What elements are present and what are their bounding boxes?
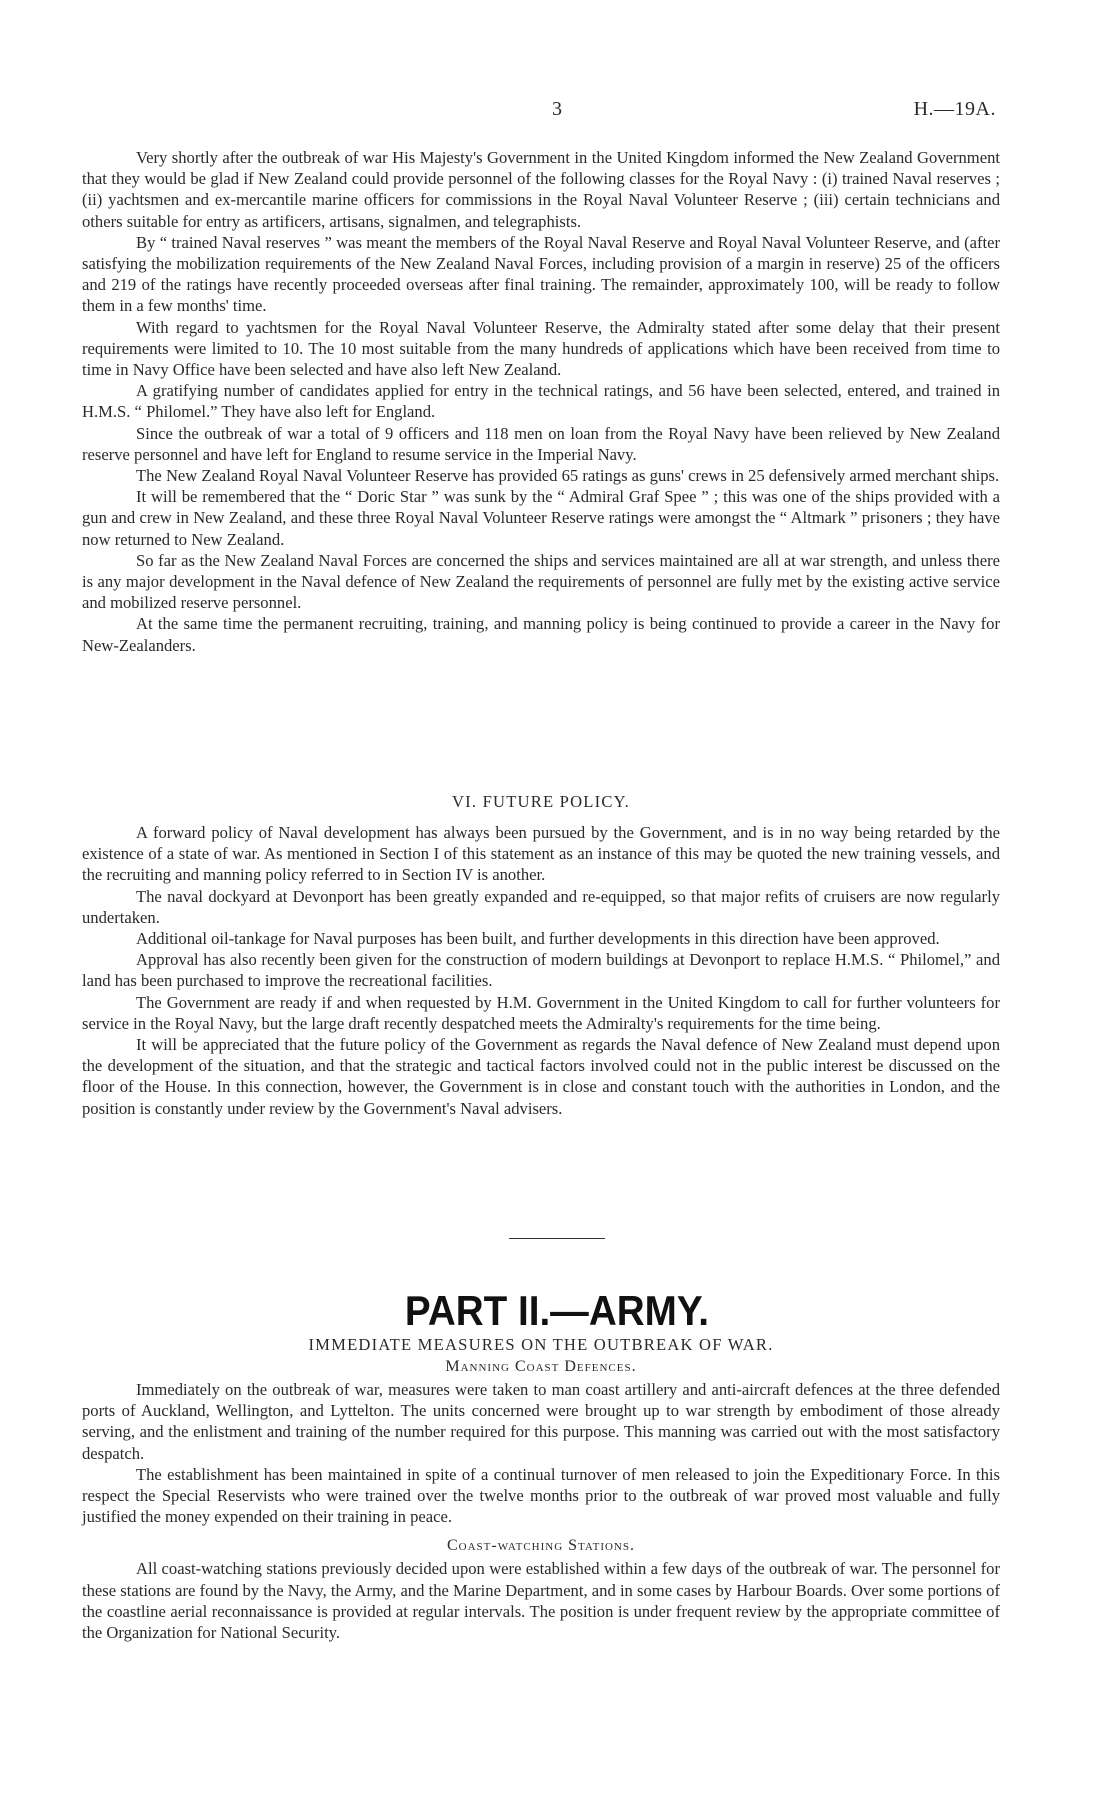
section-divider [509,1238,605,1239]
subheading-manning-coast-defences: Manning Coast Defences. [445,1358,637,1375]
paragraph: By “ trained Naval reserves ” was meant the members of the Royal Naval Reserve and Royal Naval Volunteer Reserve, and (after satisfying the mobilization requirements of the New Zealand Naval Forces, including provision of a margin in reserve) 25 of the officers and 219 of the ratings have recently proceeded overseas after final training. The remainder, approximately 100, will be ready to follow them in a few months' time. [82,232,1000,316]
document-reference: H.—19A. [913,98,996,120]
paragraph: At the same time the permanent recruiting, training, and manning policy is being continued to provide a career in the Navy for New-Zealanders. [82,614,1000,655]
future-policy-section [82,792,1000,1119]
page-number: 3 [552,98,562,120]
army-section [82,1247,1000,1643]
naval-personnel-section [82,147,1000,656]
paragraph: The establishment has been maintained in spite of a continual turnover of men released to join the Expeditionary Force. In this respect the Special Reservists who were trained over the twelve months prior to the outbreak of war proved most valuable and fully justified the money expended on their training in peace. [82,1464,1000,1527]
paragraph: Additional oil-tankage for Naval purposes has been built, and further developments in this direction have been approved. [136,929,940,949]
section-heading-immediate-measures: IMMEDIATE MEASURES ON THE OUTBREAK OF WAR. [308,1335,774,1354]
paragraph: With regard to yachtsmen for the Royal Naval Volunteer Reserve, the Admiralty stated after some delay that their present requirements were limited to 10. The 10 most suitable from the many hundreds of applications which have been received from time to time in Navy Office have been selected and have also left New Zealand. [82,317,1000,380]
paragraph: All coast-watching stations previously decided upon were established within a few days of the outbreak of war. The personnel for these stations are found by the Navy, the Army, and the Marine Department, and in some cases by Harbour Boards. Over some portions of the coastline aerial reconnaissance is provided at regular intervals. The position is under frequent review by the appropriate committee of the Organization for National Security. [82,1559,1000,1643]
paragraph: The naval dockyard at Devonport has been greatly expanded and re-equipped, so that major refits of cruisers are now regularly undertaken. [82,886,1000,927]
paragraph: It will be appreciated that the future policy of the Government as regards the Naval defence of New Zealand must depend upon the development of the situation, and that the strategic and tactical factors involved could not in the public interest be discussed on the floor of the House. In this connection, however, the Government is in close and constant touch with the authorities in London, and the position is constantly under review by the Government's Naval advisers. [82,1035,1000,1118]
paragraph: Immediately on the outbreak of war, measures were taken to man coast artillery and anti-aircraft defences at the three defended ports of Auckland, Wellington, and Lyttelton. The units concerned were brought up to war strength by embodiment of those already serving, and the enlistment and training of the number required for this purpose. This manning was carried out with the most satisfactory despatch. [82,1380,1000,1463]
paragraph: A forward policy of Naval development has always been pursued by the Government, and is in no way being retarded by the existence of a state of war. As mentioned in Section I of this statement as an instance of this may be quoted the new training vessels, and the recruiting and manning policy referred to in Section IV is another. [82,823,1000,885]
paragraph: It will be remembered that the “ Doric Star ” was sunk by the “ Admiral Graf Spee ” ; this was one of the ships provided with a gun and crew in New Zealand, and these three Royal Naval Volunteer Reserve ratings were amongst the “ Altmark ” prisoners ; they have now returned to New Zealand. [82,487,1000,549]
paragraph: The New Zealand Royal Naval Volunteer Reserve has provided 65 ratings as guns' crews in 25 defensively armed merchant ships. [136,466,1000,486]
subheading-coast-watching-stations: Coast-watching Stations. [446,1537,635,1555]
paragraph: Since the outbreak of war a total of 9 officers and 118 men on loan from the Royal Navy have been relieved by New Zealand reserve personnel and have left for England to resume service in the Imperial Navy. [82,423,1000,464]
part-title: PART II.—ARMY. [404,1287,710,1334]
paragraph: Approval has also recently been given for the construction of modern buildings at Devonport to replace H.M.S. “ Philomel,” and land has been purchased to improve the recreational facilities. [82,950,1000,991]
paragraph: Very shortly after the outbreak of war His Majesty's Government in the United Kingdom informed the New Zealand Government that they would be glad if New Zealand could provide personnel of the following classes for the Royal Navy : (i) trained Naval reserves ; (ii) yachtsmen and ex-mercantile marine officers for commissions in the Royal Naval Volunteer Reserve ; (iii) certain technicians and others suitable for entry as artificers, artisans, signalmen, and telegraphists. [82,148,1000,231]
section-heading-future-policy: VI. FUTURE POLICY. [451,792,631,811]
paragraph: So far as the New Zealand Naval Forces are concerned the ships and services maintained are all at war strength, and unless there is any major development in the Naval defence of New Zealand the requirements of personnel are fully met by the existing active service and mobilized reserve personnel. [82,550,1000,613]
paragraph: A gratifying number of candidates applied for entry in the technical ratings, and 56 have been selected, entered, and trained in H.M.S. “ Philomel.” They have also left for England. [82,381,1000,422]
paragraph: The Government are ready if and when requested by H.M. Government in the United Kingdom to call for further volunteers for service in the Royal Navy, but the large draft recently despatched meets the Admiralty's requirements for the time being. [82,992,1000,1033]
